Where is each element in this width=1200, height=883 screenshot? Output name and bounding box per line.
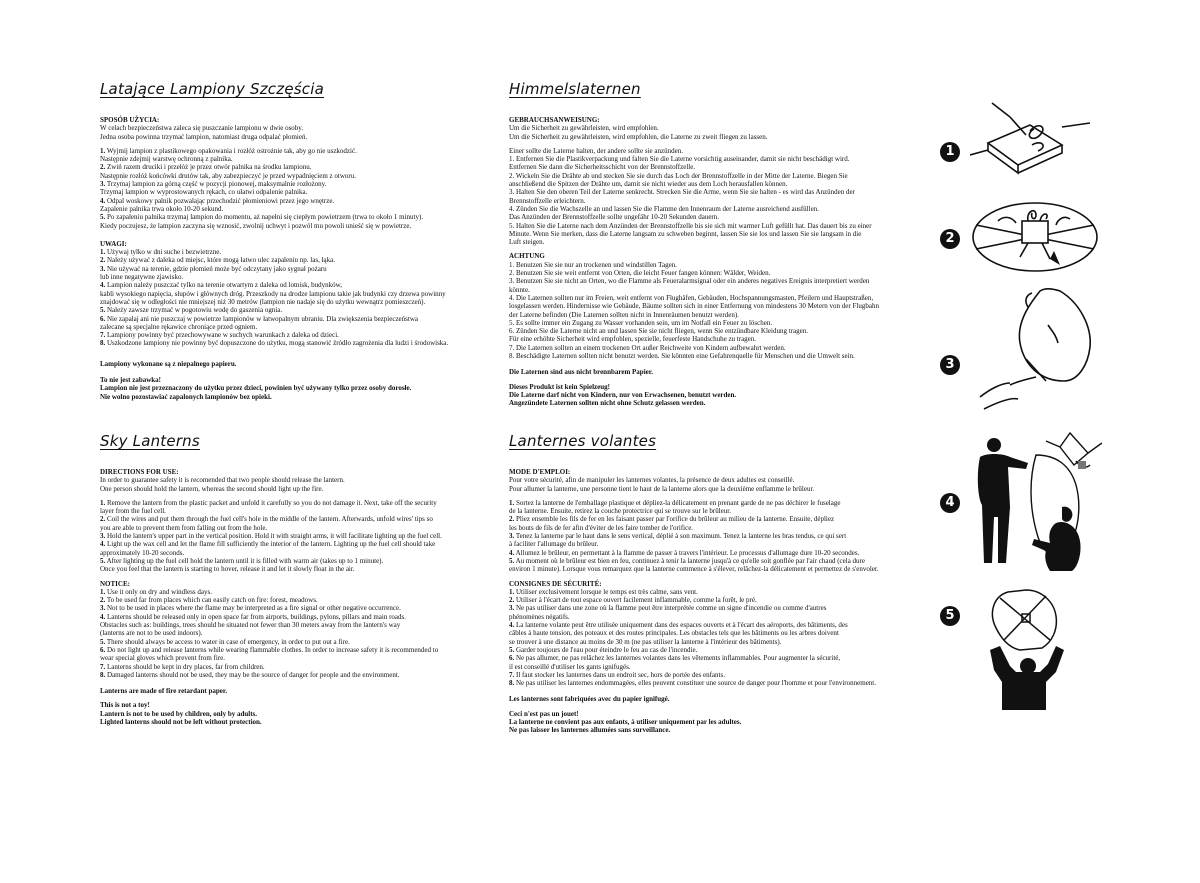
- item-number: 8.: [100, 670, 106, 679]
- item-text: Obstacles such as: buildings, trees should be situated not fewer than 30 meters away from the lantern's way: [100, 621, 401, 630]
- item-number: 1.: [100, 146, 106, 155]
- unpack-lantern-icon: [970, 95, 1090, 195]
- paper-note: Lampiony wykonane są z niepalnego papieru.: [100, 359, 237, 368]
- item-text: approximately 10-20 seconds.: [100, 548, 185, 557]
- item-text: Allumez le brûleur, en permettant à la flamme de passer à travers l'intérieur. Le processus d'allumage dure 10-20 secondes.: [515, 548, 860, 557]
- list-item: [100, 565, 470, 573]
- release-lantern-icon: [970, 580, 1080, 710]
- list-item: [509, 654, 904, 662]
- item-text: Ne pas allumer, ne pas relâchez les lanternes volantes dans les vêtements inflammables. Pour augmenter la sécurité,: [516, 654, 841, 663]
- list-item: [100, 339, 470, 347]
- text-line: Pour votre sécurité, afin de manipuler les lanternes volantes, la présence de deux adultes est conseillé.: [509, 476, 795, 485]
- list-item: [100, 222, 470, 230]
- list-item: [100, 524, 470, 532]
- text-line: La lanterne ne convient pas aux enfants, à utiliser uniquement par les adultes.: [509, 718, 742, 727]
- item-text: Für eine erhöhte Sicherheit wird empfohlen, spezielle, feuerfeste Handschuhe zu tragen.: [509, 335, 757, 344]
- section-english: [100, 432, 470, 732]
- usage-block: [509, 468, 904, 493]
- list-item: [100, 315, 470, 323]
- item-text: 3. Benutzen Sie sie nicht an Orten, wo die Flamme als Feueralarmsignal oder ein anderes negatives Ereignis interpretiert werden: [509, 277, 870, 286]
- text-line: Ne pas laisser les lanternes allumées sans surveillance.: [509, 726, 671, 735]
- item-text: Zwiń razem druciki i przełóż je przez otwór palnika na środku lampionu.: [107, 163, 312, 172]
- list-item: [100, 540, 470, 548]
- item-text: La lanterne volante peut être utilisée uniquement dans des espaces ouverts et à l'écart des aéroports, des bâtiments, des: [516, 621, 848, 630]
- step-illustrations: [930, 95, 1100, 715]
- item-text: 5. Es sollte immer ein Zugang zu Wasser vorhanden sein, um im Notfall ein Feuer zu löschen.: [509, 318, 773, 327]
- item-text: Use it only on dry and windless days.: [107, 587, 212, 596]
- steps-block: [509, 499, 904, 574]
- item-text: Ne pas utiliser dans une zone où la flamme peut être interprétée comme un signe d'incendie ou comme d'autres: [516, 604, 827, 613]
- step-1: [930, 95, 1100, 200]
- list-item: [100, 613, 470, 621]
- text-line: This is not a toy!: [100, 701, 150, 710]
- paper-note: Les lanternes sont fabriquées avec du papier ignifugé.: [509, 695, 670, 704]
- item-number: 4.: [509, 621, 515, 630]
- item-number: 1.: [509, 498, 515, 507]
- list-item: [509, 269, 904, 277]
- text-line: Lampion nie jest przeznaczony do użytku przez dzieci, powinien być używany tylko przez osoby dorosłe.: [100, 384, 412, 393]
- list-item: [100, 588, 470, 596]
- list-item: [509, 335, 904, 343]
- item-text: Pliez ensemble les fils de fer en les faisant passer par l'orifice du brûleur au milieu de la lanterne. Ensuite, dépliez: [516, 515, 835, 524]
- item-number: 2.: [100, 515, 106, 524]
- usage-heading: GEBRAUCHSANWEISUNG:: [509, 116, 600, 124]
- list-item: [509, 188, 904, 196]
- list-item: [100, 256, 470, 264]
- list-item: [509, 646, 904, 654]
- item-number: 2.: [100, 256, 106, 265]
- list-item: [509, 261, 904, 269]
- steps-block: [100, 499, 470, 574]
- notice-heading: CONSIGNES DE SÉCURITÉ:: [509, 579, 602, 588]
- item-number: 4.: [100, 540, 106, 549]
- item-text: Wyjmij lampion z plastikowego opakowania i rozłóż ostrożnie tak, aby go nie uszkodzić.: [106, 146, 357, 155]
- list-item: [509, 311, 904, 319]
- list-item: [100, 290, 470, 298]
- usage-heading: SPOSÓB UŻYCIA:: [100, 116, 160, 124]
- step-number: 4: [940, 493, 960, 513]
- section-title: Latające Lampiony Szczęścia: [100, 80, 324, 98]
- list-item: [509, 147, 904, 155]
- item-text: lub inne negatywne zjawisko.: [100, 273, 184, 282]
- item-text: Not to be used in places where the flame may be interpreted as a fire signal or other negative occurrence.: [107, 604, 401, 613]
- list-item: [509, 352, 904, 360]
- item-text: Das Anzünden der Brennstoffzelle sollte ungefähr 10-20 Sekunden dauern.: [509, 213, 720, 222]
- usage-heading: DIRECTIONS FOR USE:: [100, 468, 179, 476]
- text-line: W celach bezpieczeństwa zaleca się puszczanie lampionu w dwie osoby.: [100, 124, 304, 133]
- item-number: 1.: [509, 587, 515, 596]
- item-text: Coil the wires and put them through the fuel cell's hole in the middle of the lantern. Afterwards, unfold wires' tips so: [107, 515, 433, 524]
- item-text: losgelassen werden. Hindernisse wie Gebäude, Bäume sollten sich in einer Entfernung von mindestens 30 Metern von der Flugbahn: [509, 302, 879, 311]
- item-number: 5.: [100, 556, 106, 565]
- item-number: 6.: [509, 654, 515, 663]
- item-text: Minute. Wenn Sie merken, dass die Laterne langsam zu schweben beginnt, lassen Sie sie los und lassen Sie sie langsam in die: [509, 229, 862, 238]
- warning-block: [100, 376, 470, 401]
- list-item: [509, 557, 904, 565]
- notice-block: [100, 580, 470, 680]
- item-text: Entfernen Sie dann die Sicherheitsschicht von der Brennstoffzelle.: [509, 163, 696, 172]
- list-item: [509, 663, 904, 671]
- item-text: Damaged lanterns should not be used, they may be the source of danger for people and the environment.: [107, 670, 400, 679]
- text-line: One person should hold the lantern, whereas the second should light up the fire.: [100, 484, 324, 493]
- item-number: 3.: [509, 604, 515, 613]
- section-german: [509, 80, 904, 414]
- text-line: Die Laterne darf nicht von Kindern, nur von Erwachsenen, benutzt werden.: [509, 390, 737, 399]
- item-text: 1. Benutzen Sie sie nur an trockenen und windstillen Tagen.: [509, 260, 677, 269]
- item-text: de la lanterne. Ensuite, retirez la couche protectrice qui se trouve sur le brûleur.: [509, 507, 731, 516]
- item-text: il est conseillé d'utiliser les gants ignifugés.: [509, 662, 631, 671]
- item-text: environ 1 minute). Lorsque vous remarquez que la lanterne commence à s'élever, relâchez-la délicatement et permettez de s'envoler.: [509, 565, 879, 574]
- section-french: [509, 432, 904, 741]
- usage-block: [100, 468, 470, 493]
- list-item: [509, 507, 904, 515]
- list-item: [100, 557, 470, 565]
- text-line: Angezündete Laternen sollten nicht ohne Schutz gelassen werden.: [509, 399, 706, 408]
- notice-heading: UWAGI:: [100, 239, 127, 248]
- item-number: 4.: [100, 196, 106, 205]
- text-line: To nie jest zabawka!: [100, 376, 161, 385]
- item-number: 2.: [509, 515, 515, 524]
- item-text: Lampion należy puszczać tylko na terenie otwartym z daleka od lotnisk, budynków,: [107, 281, 342, 290]
- list-item: [509, 230, 904, 238]
- list-item: [509, 319, 904, 327]
- item-text: 2. Benutzen Sie sie weit entfernt von Orten, die leicht Feuer fangen können: Wälder, Weiden.: [509, 269, 771, 278]
- text-line: Dieses Produkt ist kein Spielzeug!: [509, 382, 610, 391]
- item-number: 7.: [509, 670, 515, 679]
- notice-block: [509, 252, 904, 360]
- notice-heading: ACHTUNG: [509, 252, 545, 261]
- section-polish: [100, 80, 470, 407]
- list-item: [100, 306, 470, 314]
- list-item: [509, 277, 904, 285]
- item-text: There should always be access to water in case of emergency, in order to put out a fire.: [106, 637, 350, 646]
- list-item: [509, 671, 904, 679]
- paper-note: Die Laternen sind aus nicht brennbarem Papier.: [509, 368, 653, 377]
- list-item: [509, 222, 904, 230]
- item-text: 1. Entfernen Sie die Plastikverpackung und falten Sie die Laterne vorsichtig auseinander, damit sie nicht beschädigt wird.: [509, 155, 850, 164]
- list-item: [100, 663, 470, 671]
- item-text: Tenez la lanterne par le haut dans le sens vertical, déplié à son maximum. Tenez la lanterne les bras tendus, ce qui sert: [515, 532, 847, 541]
- notice-block: [100, 240, 470, 348]
- item-text: Sortez la lanterne de l'emballage plastique et dépliez-la délicatement en prenant garde de ne pas déchirer le fuselage: [516, 498, 841, 507]
- item-text: Remove the lantern from the plastic packet and unfold it carefully so you do not damage it. Next, take off the security: [107, 498, 437, 507]
- step-number: 1: [940, 142, 960, 162]
- item-text: Nie używać na terenie, gdzie płomień może być odczytany jako sygnał pożaru: [107, 264, 327, 273]
- list-item: [509, 613, 904, 621]
- list-item: [509, 565, 904, 573]
- item-text: 4. Zünden Sie die Wachszelle an und lassen Sie die Flamme den Innenraum der Laterne ausreichend ausfüllen.: [509, 204, 819, 213]
- list-item: [509, 679, 904, 687]
- list-item: [509, 163, 904, 171]
- item-text: Au moment où le brûleur est bien en feu, continuez à tenir la lanterne jusqu'à ce qu'elle soit gonflée par l'air chaud (cela dure: [515, 556, 865, 565]
- item-text: Trzymaj lampion za górną część w pozycji pionowej, maksymalnie rozłożony.: [106, 180, 327, 189]
- list-item: [509, 588, 904, 596]
- item-number: 1.: [100, 248, 106, 257]
- step-3: [930, 285, 1100, 425]
- step-number: 2: [940, 229, 960, 249]
- item-number: 5.: [509, 645, 515, 654]
- list-item: [100, 147, 470, 155]
- steps-block: [509, 147, 904, 247]
- item-text: 8. Beschädigte Laternen sollten nicht benutzt werden. Sie könnten eine Gefahrenquelle für Menschen und die Umwelt sein.: [509, 352, 855, 361]
- list-item: [100, 298, 470, 306]
- item-number: 4.: [100, 612, 106, 621]
- list-item: [100, 281, 470, 289]
- item-text: Używaj tylko w dni suche i bezwietrzne.: [107, 248, 222, 257]
- list-item: [100, 646, 470, 654]
- item-text: Lanterns should be released only in open space far from airports, buildings, pylons, pillars and main roads.: [107, 612, 406, 621]
- list-item: [100, 654, 470, 662]
- item-number: 7.: [100, 331, 106, 340]
- item-text: Następnie zdejmij warstwę ochronną z palnika.: [100, 155, 233, 164]
- item-text: Po zapaleniu palnika trzymaj lampion do momentu, aż napełni się ciepłym powietrzem (trwa to około 1 minuty).: [107, 213, 424, 222]
- list-item: [509, 155, 904, 163]
- text-line: Um die Sicherheit zu gewährleisten, wird empfohlen.: [509, 124, 659, 133]
- item-text: Utiliser à l'écart de tout espace ouvert facilement inflammable, comme la forêt, le pré.: [516, 596, 757, 605]
- item-number: 3.: [100, 604, 106, 613]
- item-number: 2.: [509, 596, 515, 605]
- text-line: Jedna osoba powinna trzymać lampion, natomiast druga odpalać płomień.: [100, 132, 308, 141]
- item-text: Hold the lantern's upper part in the vertical position. Hold it with straight arms, it will facilitate lighting up the fuel cell.: [107, 532, 442, 541]
- list-item: [509, 638, 904, 646]
- item-text: Należy używać z daleka od miejsc, które mogą łatwo ulec zapaleniu np. las, łąka.: [107, 256, 335, 265]
- list-item: [509, 549, 904, 557]
- item-number: 3.: [509, 532, 515, 541]
- text-line: Um die Sicherheit zu gewährleisten, wird empfohlen, die Laterne zu zweit fliegen zu lassen.: [509, 132, 768, 141]
- item-text: Il faut stocker les lanternes dans un endroit sec, hors de portée des enfants.: [516, 670, 725, 679]
- list-item: [509, 604, 904, 612]
- usage-heading: MODE D'EMPLOI:: [509, 468, 571, 476]
- warning-block: [509, 383, 904, 408]
- list-item: [100, 180, 470, 188]
- item-text: Uszkodzone lampiony nie powinny być dopuszczone do użytku, mogą stanowić źródło zagrożenia dla ludzi i środowiska.: [107, 339, 449, 348]
- list-item: [100, 188, 470, 196]
- item-text: Lanterns should be kept in dry places, far from children.: [107, 662, 265, 671]
- list-item: [509, 302, 904, 310]
- item-text: könnte.: [509, 285, 530, 294]
- item-number: 1.: [100, 587, 106, 596]
- item-number: 6.: [100, 645, 106, 654]
- list-item: [509, 596, 904, 604]
- item-number: 2.: [100, 596, 106, 605]
- burner-wires-icon: [970, 195, 1100, 275]
- item-text: (lanterns are not to be used indoors).: [100, 629, 203, 638]
- list-item: [509, 172, 904, 180]
- step-2: [930, 195, 1100, 290]
- list-item: [100, 172, 470, 180]
- usage-block: [509, 116, 904, 141]
- list-item: [100, 265, 470, 273]
- list-item: [509, 524, 904, 532]
- list-item: [100, 273, 470, 281]
- list-item: [509, 238, 904, 246]
- item-number: 3.: [100, 264, 106, 273]
- text-line: Nie wolno pozostawiać zapalonych lampionów bez opieki.: [100, 392, 272, 401]
- step-4: [930, 425, 1100, 585]
- item-text: Do not light up and release lanterns while wearing flammable clothes. In order to increase safety it is recommended to: [107, 645, 439, 654]
- item-text: Odpal woskowy palnik pozwalając przechodzić płomieniowi przez jego wnętrze.: [107, 196, 335, 205]
- item-text: Ne pas utiliser les lanternes endommagées, elles peuvent constituer une source de danger pour l'homme et pour l'environnement.: [516, 679, 876, 688]
- item-text: Utiliser exclusivement lorsque le temps est très calme, sans vent.: [516, 587, 698, 596]
- item-text: Trzymaj lampion w wyprostowanych rękach, co ułatwi odpalenie palnika.: [100, 188, 308, 197]
- item-number: 8.: [509, 679, 515, 688]
- list-item: [509, 294, 904, 302]
- step-number: 3: [940, 355, 960, 375]
- item-text: Kiedy poczujesz, że lampion zaczyna się wznosić, zwolnij uchwyt i pozwól mu powoli unieść się w powietrze.: [100, 221, 412, 230]
- item-text: se trouver à une distance au moins de 30 m (ne pas utiliser la lanterne à l'intérieur des bâtiments).: [509, 637, 782, 646]
- item-number: 6.: [100, 314, 106, 323]
- list-item: [100, 621, 470, 629]
- item-text: layer from the fuel cell.: [100, 507, 166, 516]
- step-5: [930, 580, 1100, 720]
- item-text: kabli wysokiego napięcia, słupów i głównych dróg. Przeszkody na drodze lampionu takie jak budynki czy drzewa powinny: [100, 289, 446, 298]
- list-item: [509, 629, 904, 637]
- item-text: zalecane są specjalne rękawice chroniące przed ogniem.: [100, 322, 258, 331]
- item-text: Lampiony powinny być przechowywane w suchych warunkach z daleka od dzieci.: [107, 331, 339, 340]
- item-text: câbles à haute tension, des poteaux et des routes principales. Les obstacles tels que les bâtiments ou les arbres doivent: [509, 629, 839, 638]
- item-text: Einer sollte die Laterne halten, der andere sollte sie anzünden.: [509, 146, 683, 155]
- item-text: After lighting up the fuel cell hold the lantern until it is filled with warm air (takes up to 1 minute).: [106, 556, 384, 565]
- list-item: [509, 180, 904, 188]
- list-item: [509, 286, 904, 294]
- text-line: Lantern is not to be used by children, only by adults.: [100, 709, 258, 718]
- text-line: Pour allumer la lanterne, une personne tient le haut de la lanterne alors que la deuxième enflamme le brûleur.: [509, 484, 815, 493]
- list-item: [100, 205, 470, 213]
- item-text: Once you feel that the lantern is starting to hover, release it and let it slowly float in the air.: [100, 565, 355, 574]
- list-item: [100, 323, 470, 331]
- list-item: [100, 638, 470, 646]
- item-number: 5.: [100, 637, 106, 646]
- notice-block: [509, 580, 904, 688]
- list-item: [509, 344, 904, 352]
- item-text: phénomènes négatifs.: [509, 612, 570, 621]
- list-item: [100, 499, 470, 507]
- text-line: Lighted lanterns should not be left without protection.: [100, 718, 262, 727]
- list-item: [100, 671, 470, 679]
- item-text: To be used far from places which can easily catch on fire: forest, meadows.: [106, 596, 318, 605]
- item-number: 4.: [509, 548, 515, 557]
- list-item: [100, 331, 470, 339]
- item-text: you are able to prevent them from falling out from the hole.: [100, 523, 268, 532]
- warning-block: [100, 701, 470, 726]
- list-item: [509, 515, 904, 523]
- list-item: [100, 507, 470, 515]
- item-number: 5.: [100, 213, 106, 222]
- text-line: Ceci n'est pas un jouet!: [509, 709, 579, 718]
- step-number: 5: [940, 606, 960, 626]
- item-text: anschließend die Spitzen der Drähte um, damit sie nicht wieder aus dem Loch herausfallen können.: [509, 180, 788, 189]
- list-item: [509, 540, 904, 548]
- list-item: [100, 596, 470, 604]
- item-text: Należy zawsze trzymać w pogotowiu wodę do gaszenia ognia.: [107, 306, 283, 315]
- item-text: 7. Die Laternen sollten an einem trockenen Ort außer Reichweite von Kindern aufbewahrt werden.: [509, 343, 786, 352]
- warning-block: [509, 710, 904, 735]
- steps-block: [100, 147, 470, 230]
- item-text: 5. Halten Sie die Laterne nach dem Anzünden der Brennstoffzelle bis sie sich mit warmer Luft gefüllt hat. Das dauert bis zu einer: [509, 221, 872, 230]
- list-item: [100, 213, 470, 221]
- list-item: [100, 248, 470, 256]
- text-line: In order to guarantee safety it is recomended that two people should release the lantern.: [100, 476, 345, 485]
- list-item: [509, 327, 904, 335]
- item-number: 2.: [100, 163, 106, 172]
- item-number: 4.: [100, 281, 106, 290]
- list-item: [100, 197, 470, 205]
- item-number: 5.: [509, 556, 515, 565]
- list-item: [100, 532, 470, 540]
- item-number: 7.: [100, 662, 106, 671]
- section-title: Himmelslaternen: [509, 80, 641, 98]
- hold-lantern-icon: [970, 285, 1095, 420]
- item-text: 6. Zünden Sie die Laterne nicht an und lassen Sie sie nicht fliegen, wenn Sie entzündbare Kleidung tragen.: [509, 327, 808, 336]
- item-text: 3. Halten Sie den oberen Teil der Laterne senkrecht. Strecken Sie die Arme, wenn Sie sie halten - es wird das Anzünden der: [509, 188, 855, 197]
- list-item: [509, 621, 904, 629]
- list-item: [100, 515, 470, 523]
- item-number: 1.: [100, 498, 106, 507]
- list-item: [100, 604, 470, 612]
- list-item: [509, 213, 904, 221]
- item-text: Następnie rozłóż końcówki drutów tak, aby zabezpieczyć je przed wypadnięciem z otworu.: [100, 171, 356, 180]
- item-text: Zapalenie palnika trwa około 10-20 sekund.: [100, 204, 224, 213]
- item-number: 8.: [100, 339, 106, 348]
- item-number: 5.: [100, 306, 106, 315]
- usage-block: [100, 116, 470, 141]
- item-text: der Laterne befinden (Die Laternen sollten nicht in Innenräumen benutzt werden).: [509, 310, 739, 319]
- item-text: les bouts de fils de fer afin d'éviter de les faire tomber de l'orifice.: [509, 523, 694, 532]
- item-text: Light up the wax cell and let the flame fill sufficiently the interior of the lantern. Lighting up the fuel cell should take: [107, 540, 436, 549]
- item-text: 4. Die Laternen sollten nur im Freien, weit entfernt von Flughäfen, Gebäuden, Hochspannungsmasten, Pfeilern und Hauptstraßen,: [509, 293, 874, 302]
- list-item: [100, 155, 470, 163]
- list-item: [509, 197, 904, 205]
- item-text: 2. Wickeln Sie die Drähte ab und stecken Sie sie durch das Loch der Brennstoffzelle in der Mitte der Laterne. Biegen Sie: [509, 171, 848, 180]
- paper-note: Lanterns are made of fire retardant paper.: [100, 687, 228, 696]
- list-item: [509, 532, 904, 540]
- light-lantern-icon: [970, 425, 1102, 585]
- list-item: [509, 499, 904, 507]
- item-text: wear special gloves which prevent from fire.: [100, 654, 225, 663]
- section-title: Sky Lanterns: [100, 432, 200, 450]
- list-item: [509, 205, 904, 213]
- item-text: znajdować się w odległości nie mniejszej niż 30 metrów (lampion nie nadaje się do użytku wewnątrz pomieszczeń).: [100, 297, 426, 306]
- section-title: Lanternes volantes: [509, 432, 657, 450]
- item-number: 3.: [100, 532, 106, 541]
- item-text: Nie zapalaj ani nie puszczaj w powietrze lampionów w łatwopalnym ubraniu. Dla zwiększenia bezpieczeństwa: [107, 314, 418, 323]
- item-text: Luft steigen.: [509, 238, 545, 247]
- item-text: à faciliter l'allumage du brûleur.: [509, 540, 599, 549]
- list-item: [100, 629, 470, 637]
- item-number: 3.: [100, 180, 106, 189]
- notice-heading: NOTICE:: [100, 579, 130, 588]
- item-text: Brennstoffzelle erleichtern.: [509, 196, 586, 205]
- item-text: Garder toujours de l'eau pour éteindre le feu au cas de l'incendie.: [516, 645, 698, 654]
- list-item: [100, 549, 470, 557]
- list-item: [100, 163, 470, 171]
